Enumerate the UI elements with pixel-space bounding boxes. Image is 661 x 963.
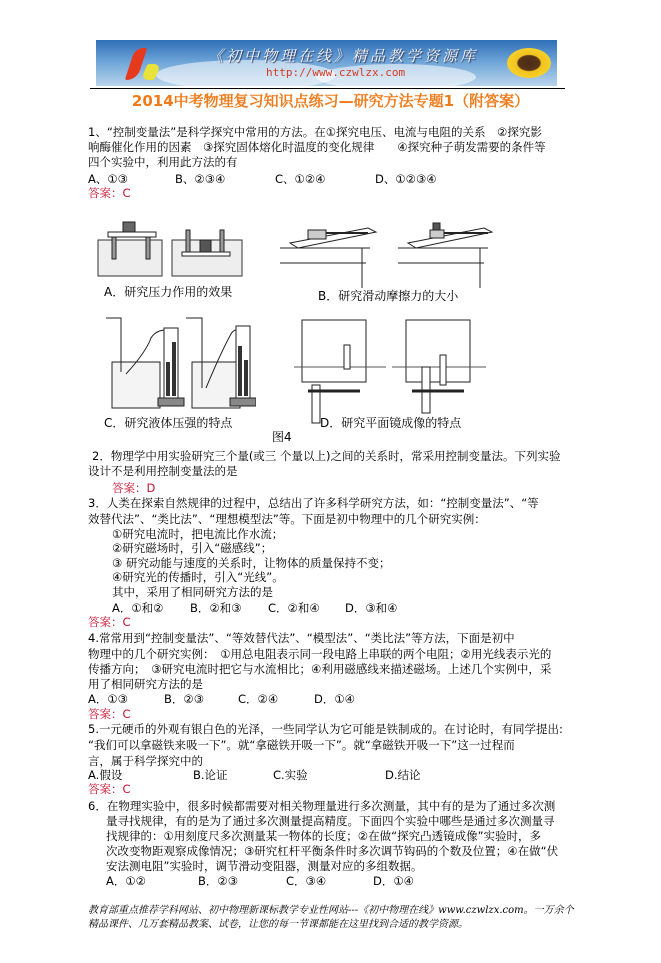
q3-option-c: C．②和④ bbox=[268, 601, 320, 615]
q1-option-a: A、①③ bbox=[88, 172, 128, 186]
q3-option-b: B．②和③ bbox=[190, 601, 242, 615]
q5-line: “我们可以拿磁铁来吸一下”。就“拿磁铁开吸一下”。就“拿磁铁开吸一下”这一过程而 bbox=[88, 738, 515, 752]
q5-option-b: B.论证 bbox=[193, 768, 228, 782]
q1-option-c: C、①②④ bbox=[275, 172, 326, 186]
q6-line: 量寻找规律，有的是为了通过多次测量提高精度。下面四个实验中哪些是通过多次测量寻 bbox=[106, 814, 555, 828]
q4-line: 用了相同研究方法的是 bbox=[88, 677, 203, 691]
q6-option-c: C．③④ bbox=[286, 874, 327, 888]
plane-mirror-experiment-illustration bbox=[294, 315, 494, 425]
q2-line: 设计不是利用控制变量法的是 bbox=[88, 464, 238, 478]
q2-answer: 答案：D bbox=[112, 481, 156, 495]
q1-option-d: D、①②③④ bbox=[375, 172, 437, 186]
q6-line: 6．在物理实验中，很多时候都需要对相关物理量进行多次测量，其中有的是为了通过多次测 bbox=[88, 799, 556, 813]
page-title: 2014中考物理复习知识点练习—研究方法专题1（附答案） bbox=[131, 92, 530, 110]
q5-answer: 答案：C bbox=[88, 782, 131, 796]
q1-option-b: B、②③④ bbox=[175, 172, 226, 186]
figure-caption-c: C．研究液体压强的特点 bbox=[104, 416, 233, 430]
q5-line: 5.一元硬币的外观有银白色的光泽，一些同学认为它可能是铁制成的。在讨论时，有同学提出: bbox=[88, 722, 563, 736]
pressure-experiment-illustration bbox=[96, 218, 246, 278]
q1-line: 四个实验中，利用此方法的有 bbox=[88, 155, 238, 169]
figure-caption-b: B．研究滑动摩擦力的大小 bbox=[318, 289, 459, 303]
q2-line: 2．物理学中用实验研究三个量(或三 个量以上)之间的关系时，常采用控制变量法。下列实验 bbox=[92, 449, 561, 463]
footer-line: 教育部重点推荐学科网站、初中物理新课标教学专业性网站---《初中物理在线》www.czwlzx.com。一万余个 bbox=[88, 905, 574, 916]
q5-line: 言，属于科学探究中的 bbox=[88, 754, 203, 768]
q3-line: 效替代法”、“类比法”、“理想模型法”等。下面是初中物理中的几个研究实例： bbox=[88, 512, 486, 526]
q6-option-d: D．①④ bbox=[373, 874, 414, 888]
figure-label: 图4 bbox=[272, 430, 292, 444]
q3-item: 其中，采用了相同研究方法的是 bbox=[112, 585, 273, 599]
q1-answer: 答案：C bbox=[88, 186, 131, 200]
q4-option-d: D．①④ bbox=[314, 692, 355, 706]
q3-answer: 答案：C bbox=[88, 615, 131, 629]
q3-item: ②研究磁场时，引入“磁感线”； bbox=[112, 541, 273, 555]
q4-answer: 答案：C bbox=[88, 707, 131, 721]
q3-item: ③ 研究动能与速度的关系时，让物体的质量保持不变； bbox=[112, 556, 391, 570]
q3-item: ④研究光的传播时，引入“光线”。 bbox=[112, 570, 284, 584]
q1-line: 响酶催化作用的因素 ③探究固体熔化时温度的变化规律 ④探究种子萌发需要的条件等 bbox=[88, 140, 546, 154]
figure-caption-a: A．研究压力作用的效果 bbox=[104, 285, 233, 299]
site-name: 《初中物理在线》精品教学资源库 bbox=[208, 47, 479, 65]
site-url[interactable]: http://www.czwlzx.com bbox=[266, 66, 406, 79]
q3-line: 3．人类在探索自然规律的过程中，总结出了许多科学研究方法，如：“控制变量法”、“等 bbox=[88, 496, 539, 510]
q4-line: 传播方向； ③研究电流时把它与水流相比；④利用磁感线来描述磁场。上述几个实例中，采 bbox=[88, 662, 552, 676]
liquid-pressure-experiment-illustration bbox=[96, 312, 256, 410]
site-banner bbox=[96, 40, 557, 86]
sunflower-icon bbox=[507, 48, 551, 78]
q3-option-a: A．①和② bbox=[112, 601, 164, 615]
q6-option-a: A．①② bbox=[106, 874, 146, 888]
q6-line: 找规律的：①用刻度尺多次测量某一物体的长度；②在做“探究凸透镜成像”实验时，多 bbox=[106, 829, 542, 843]
q3-option-d: D．③和④ bbox=[345, 601, 398, 615]
q1-line: 1、“控制变量法”是科学探究中常用的方法。在①探究电压、电流与电阻的关系 ②探究影 bbox=[88, 125, 542, 139]
friction-experiment-illustration bbox=[278, 218, 528, 288]
q6-line: 次改变物距观察成像情况；③研究杠杆平衡条件时多次调节钩码的个数及位置；④在做“伏 bbox=[106, 844, 559, 858]
header-rule bbox=[90, 88, 565, 89]
q3-item: ①研究电流时，把电流比作水流； bbox=[112, 527, 284, 541]
figure-caption-d: D．研究平面镜成像的特点 bbox=[320, 416, 462, 430]
q4-line: 4.常常用到“控制变量法”、“等效替代法”、“模型法”、“类比法”等方法，下面是初中 bbox=[88, 631, 515, 645]
q6-line: 安法测电阻”实验时，调节滑动变阻器，测量对应的多组数据。 bbox=[106, 859, 423, 873]
q5-option-c: C.实验 bbox=[273, 768, 308, 782]
q4-option-a: A．①③ bbox=[88, 692, 128, 706]
q6-option-b: B．②③ bbox=[198, 874, 239, 888]
footer-line: 精品课件、几万套精品教案、试卷，让您的每一节课都能在这里找到合适的教学资源。 bbox=[88, 919, 468, 930]
q5-option-d: D.结论 bbox=[385, 768, 421, 782]
q5-option-a: A.假设 bbox=[88, 768, 123, 782]
q4-option-c: C．②④ bbox=[238, 692, 279, 706]
q4-option-b: B．②③ bbox=[164, 692, 205, 706]
q4-line: 物理中的几个研究实例： ①用总电阻表示同一段电路上串联的两个电阻；②用光线表示光的 bbox=[88, 647, 552, 661]
